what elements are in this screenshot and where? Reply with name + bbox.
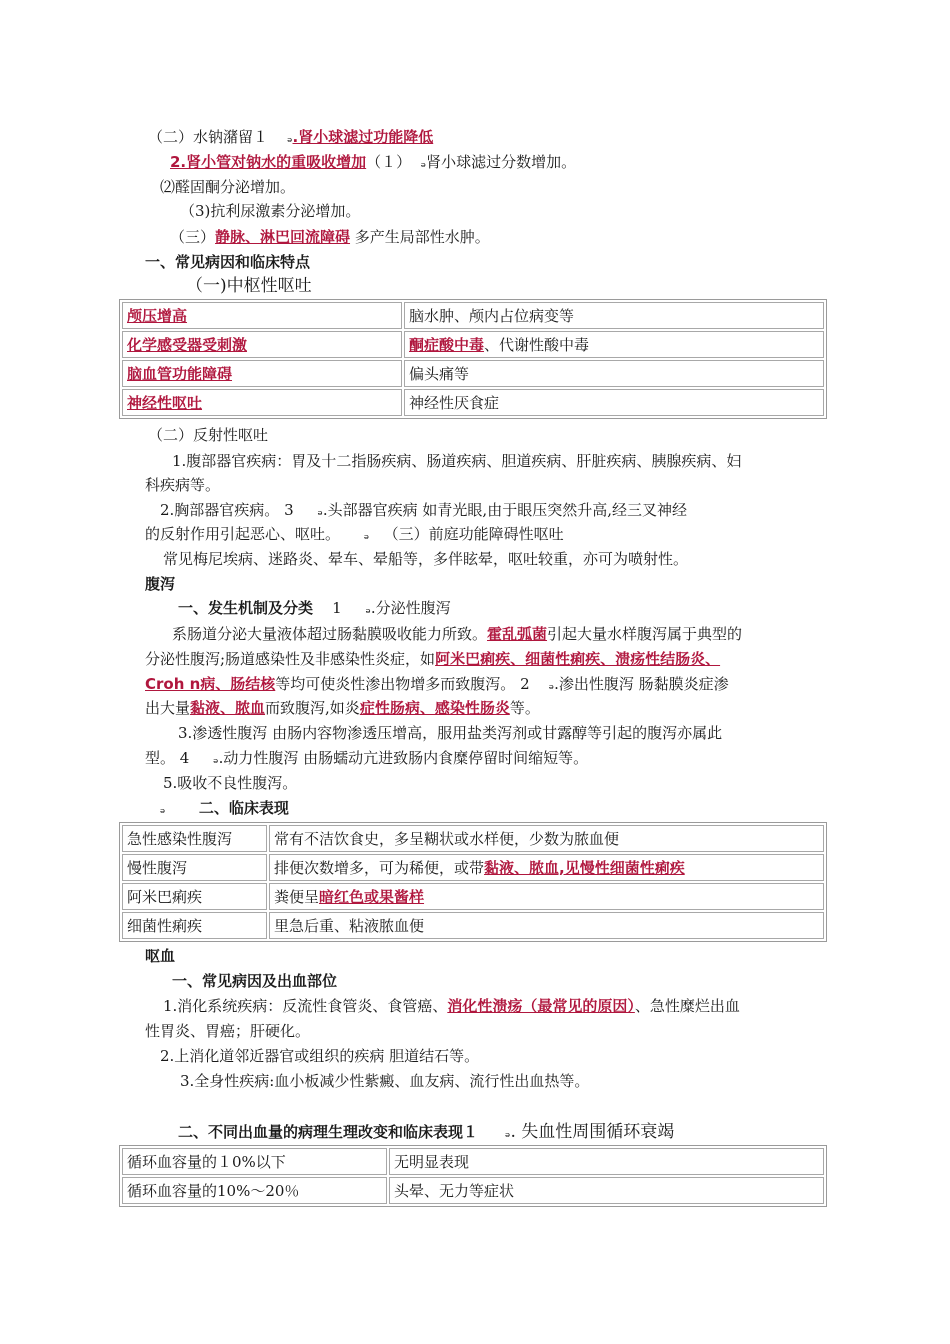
table-row [122,389,824,416]
paragraph-line: 3.渗透性腹泻 由肠内容物渗透压增高，服用盐类泻剂或甘露醇等引起的腹泻亦属此 [178,724,723,742]
table-cell: 排便次数增多，可为稀便，或带黏液、脓血,见慢性细菌性痢疾 [269,854,824,881]
table-cell: 急性感染性腹泻 [122,825,267,852]
table-cell: 酮症酸中毒、代谢性酸中毒 [404,331,824,358]
paragraph-line: 5.吸收不良性腹泻。 [163,774,298,792]
highlight-text: 霍乱弧菌 [487,625,548,643]
paragraph-line: 分泌性腹泻;肠道感染性及非感染性炎症，如阿米巴痢疾、细菌性痢疾、溃疡性结肠炎、 [145,650,721,668]
edema-line-3: ⑵醛固酮分泌增加。 [160,178,296,196]
table-cell: 头晕、无力等症状 [389,1177,824,1204]
table-row [122,360,824,387]
table-cell: 化学感受器受刺激 [122,331,402,358]
section-heading: ₔ 二、临床表现 [160,799,289,817]
table-cell: 里急后重、粘液脓血便 [269,912,824,939]
paragraph-line: 1.腹部器官疾病：胃及十二指肠疾病、肠道疾病、胆道疾病、肝脏疾病、胰腺疾病、妇 [172,452,742,470]
table-cell: 粪便呈暗红色或果酱样 [269,883,824,910]
table-cell: 循环血容量的10%～20％ [122,1177,387,1204]
bullet-icon: ₔ [160,802,166,817]
bullet-icon: ₔ [213,752,219,767]
table-cell: 脑水肿、颅内占位病变等 [404,302,824,329]
section-title: 呕血 [145,947,176,965]
table-cell: 无明显表现 [389,1148,824,1175]
paragraph-line: 型。 4 ₔ.动力性腹泻 由肠蠕动亢进致肠内食糜停留时间缩短等。 [145,749,589,767]
section-title: 腹泻 [145,575,176,593]
edema-line-2: 2.肾小管对钠水的重吸收增加（１） ₔ肾小球滤过分数增加。 [170,153,577,171]
table-cell: 偏头痛等 [404,360,824,387]
table-row [122,1148,824,1175]
paragraph-line: 出大量黏液、脓血而致腹泻,如炎症性肠病、感染性肠炎等。 [145,699,540,717]
paragraph-line: 2.胸部器官疾病。 3 ₔ.头部器官疾病 如青光眼,由于眼压突然升高,经三叉神经 [160,501,687,519]
paragraph-line: 系肠道分泌大量液体超过肠黏膜吸收能力所致。霍乱弧菌引起大量水样腹泻属于典型的 [172,625,743,643]
blood-loss-table [119,1145,827,1207]
paragraph-line: 常见梅尼埃病、迷路炎、晕车、晕船等，多伴眩晕，呕吐较重，亦可为喷射性。 [163,550,689,568]
table-cell: 慢性腹泻 [122,854,267,881]
section-heading: 一、发生机制及分类 1 ₔ.分泌性腹泻 [178,599,451,617]
edema-line-4: （3)抗利尿激素分泌增加。 [180,202,361,220]
table-cell: 神经性呕吐 [122,389,402,416]
table-cell: 循环血容量的１0%以下 [122,1148,387,1175]
highlight-text: 静脉、淋巴回流障碍 [215,228,351,246]
bullet-icon: ₔ [505,1126,511,1141]
table-row [122,302,824,329]
bullet-icon: ₔ [317,504,323,519]
bullet-icon: ₔ [420,156,427,171]
highlight-text: .肾小球滤过功能降低 [292,128,434,146]
subsection-title: （一)中枢性呕吐 [186,276,312,296]
paragraph-line: Croh n病、肠结核等均可使炎性渗出物增多而致腹泻。 2 ₔ.渗出性腹泻 肠黏膜炎症渗 [145,675,729,693]
table-row [122,912,824,939]
highlight-text: 黏液、脓血 [190,699,266,717]
highlight-text: 阿米巴痢疾、细菌性痢疾、溃疡性结肠炎、 [435,650,721,668]
bullet-icon: ₔ [363,528,370,543]
paragraph-line: 1.消化系统疾病：反流性食管炎、食管癌、消化性溃疡（最常见的原因）、急性糜烂出血 [163,997,740,1015]
bullet-icon: ₔ [548,678,555,693]
bullet-icon: ₔ [365,602,371,617]
central-vomit-table [119,299,827,419]
table-row [122,825,824,852]
table-row [122,854,824,881]
table-cell: 常有不洁饮食史，多呈糊状或水样便，少数为脓血便 [269,825,824,852]
table-cell: 脑血管功能障碍 [122,360,402,387]
table-cell: 阿米巴痢疾 [122,883,267,910]
edema-line-1: （二）水钠潴留１ ₔ.肾小球滤过功能降低 [148,128,434,146]
highlight-text: 消化性溃疡（最常见的原因） [447,997,635,1015]
table-row [122,1177,824,1204]
section-heading: 一、常见病因和临床特点 [145,253,311,271]
subsection-title: （二）反射性呕吐 [148,426,269,444]
table-cell: 颅压增高 [122,302,402,329]
highlight-text: 2.肾小管对钠水的重吸收增加 [170,153,367,171]
diarrhea-table [119,822,827,942]
paragraph-line: 3.全身性疾病:血小板减少性紫癜、血友病、流行性出血热等。 [180,1072,590,1090]
table-cell: 神经性厌食症 [404,389,824,416]
table-row [122,331,824,358]
bullet-icon: ₔ [287,131,293,146]
section-heading: 二、不同出血量的病理生理改变和临床表现１ ₔ. 失血性周围循环衰竭 [178,1122,675,1142]
table-row [122,883,824,910]
table-cell: 细菌性痢疾 [122,912,267,939]
paragraph-line: 性胃炎、胃癌；肝硬化。 [145,1022,311,1040]
paragraph-line: 的反射作用引起恶心、呕吐。 ₔ （三）前庭功能障碍性呕吐 [145,525,564,543]
highlight-text: 症性肠病、感染性肠炎 [359,699,510,717]
paragraph-line: 科疾病等。 [145,476,221,494]
paragraph-line: 2.上消化道邻近器官或组织的疾病 胆道结石等。 [160,1047,480,1065]
edema-line-5: （三）静脉、淋巴回流障碍 多产生局部性水肿。 [170,228,490,246]
section-heading: 一、常见病因及出血部位 [172,972,338,990]
highlight-text: Croh n病、肠结核 [145,675,276,693]
